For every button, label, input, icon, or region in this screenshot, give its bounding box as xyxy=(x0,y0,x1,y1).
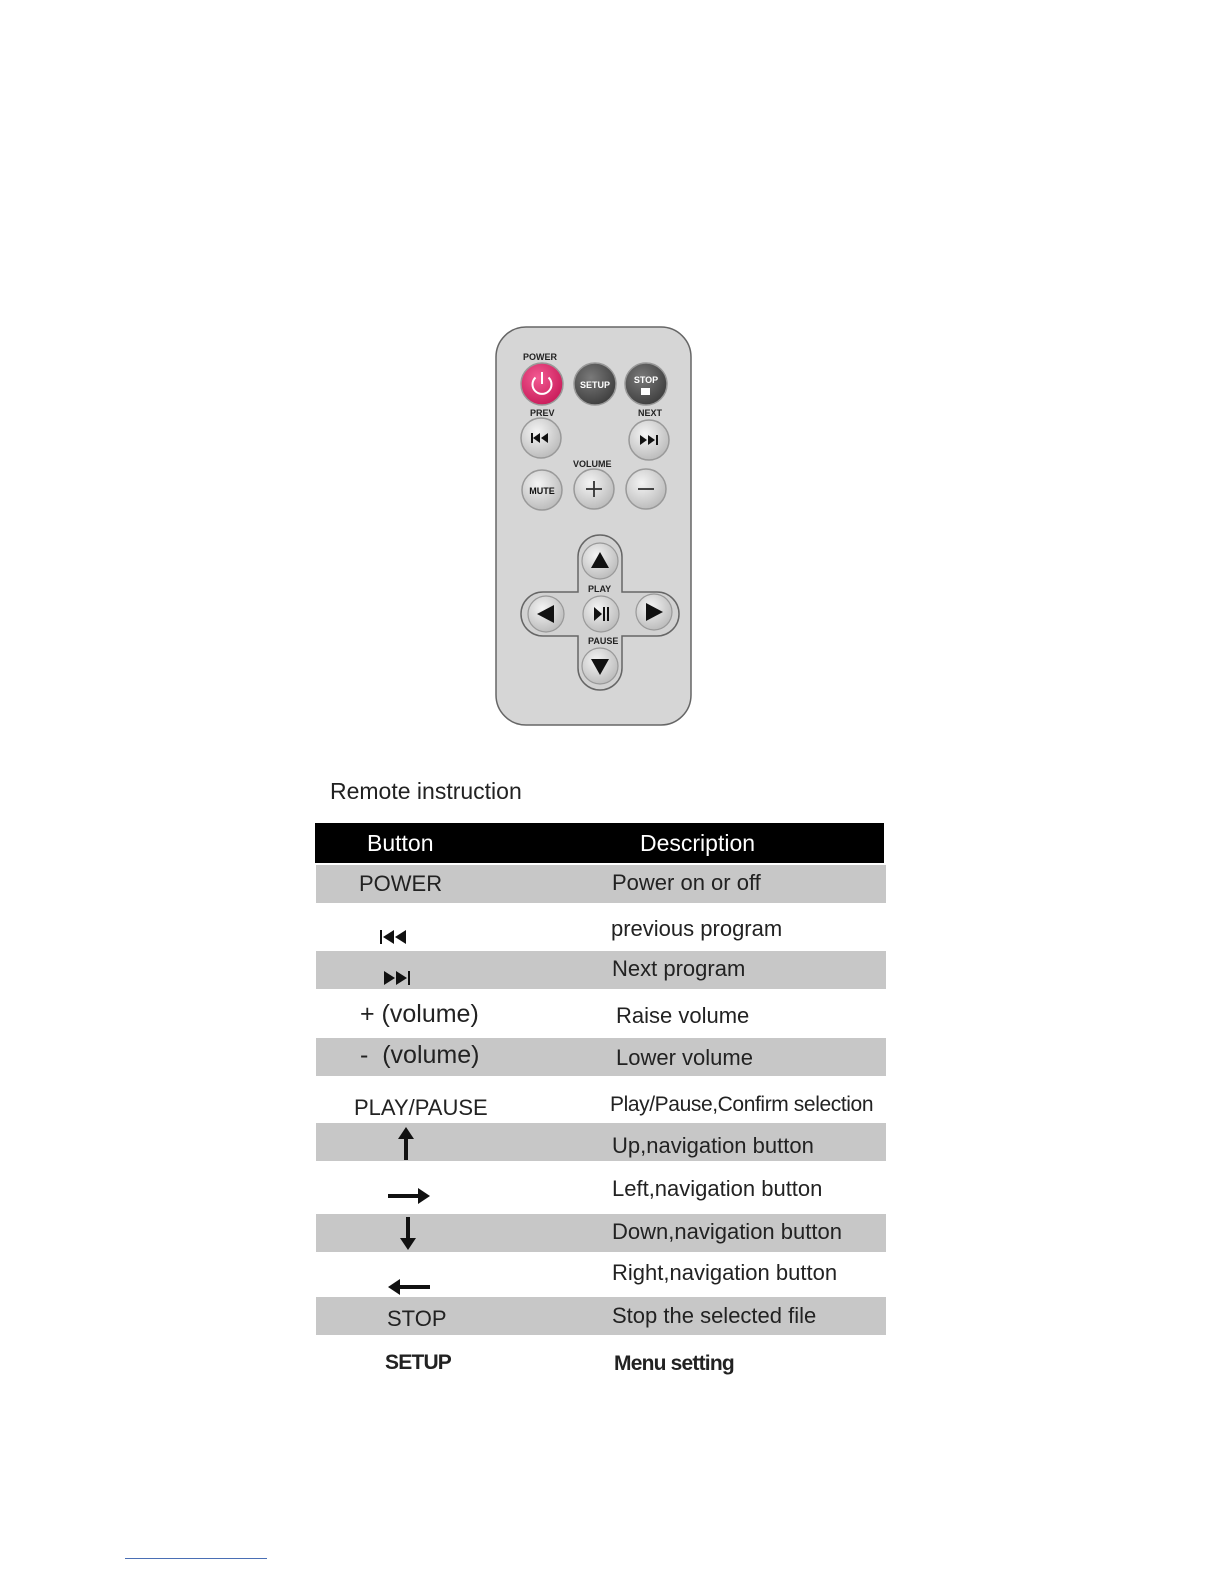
row-button xyxy=(398,1217,418,1251)
left-arrow-icon xyxy=(388,1277,432,1297)
row-description: Play/Pause,Confirm selection xyxy=(610,1093,874,1116)
mute-label: MUTE xyxy=(529,486,555,496)
table-row xyxy=(316,951,886,989)
down-button[interactable] xyxy=(582,648,618,684)
row-description: Stop the selected file xyxy=(612,1303,817,1328)
stop-button[interactable] xyxy=(625,363,667,405)
mute-button[interactable] xyxy=(522,470,562,510)
row-description: Next program xyxy=(612,956,746,981)
row-button: SETUP xyxy=(385,1351,452,1374)
row-button: STOP xyxy=(387,1306,447,1331)
remote-control-illustration xyxy=(0,0,1224,760)
table-row xyxy=(316,1038,886,1076)
row-button xyxy=(380,923,410,949)
setup-button[interactable] xyxy=(574,363,616,405)
row-button xyxy=(388,1273,432,1299)
down-arrow-icon xyxy=(398,1217,418,1251)
table-row xyxy=(316,1085,886,1123)
row-description: Down,navigation button xyxy=(612,1219,842,1244)
right-arrow-icon xyxy=(388,1186,432,1206)
row-description: Right,navigation button xyxy=(612,1260,838,1285)
row-button xyxy=(384,964,414,990)
table-row xyxy=(316,1256,886,1294)
row-button: + (volume) xyxy=(360,1000,479,1028)
next-button[interactable] xyxy=(629,420,669,460)
stop-icon xyxy=(641,388,650,395)
table-row xyxy=(316,911,886,949)
row-button xyxy=(388,1182,432,1208)
prev-icon xyxy=(380,929,410,945)
power-label: POWER xyxy=(523,352,558,362)
table-row xyxy=(316,1123,886,1161)
table-row xyxy=(316,996,886,1034)
play-pause-button[interactable] xyxy=(583,596,619,632)
header-description: Description xyxy=(640,830,756,856)
row-description: previous program xyxy=(611,916,783,941)
footnote-divider xyxy=(125,1558,267,1559)
row-button xyxy=(396,1127,416,1161)
setup-label: SETUP xyxy=(579,380,611,390)
stop-label: STOP xyxy=(633,375,659,385)
table-row xyxy=(316,1297,886,1335)
row-description: Power on or off xyxy=(612,870,761,895)
row-description: Up,navigation button xyxy=(612,1133,814,1158)
volume-down-button[interactable] xyxy=(626,469,666,509)
row-button: PLAY/PAUSE xyxy=(354,1095,488,1120)
up-button[interactable] xyxy=(582,543,618,579)
table-row xyxy=(316,1345,886,1383)
next-icon xyxy=(384,970,414,986)
up-arrow-icon xyxy=(396,1127,416,1161)
header-button: Button xyxy=(367,830,434,856)
row-description: Raise volume xyxy=(616,1003,750,1028)
row-description: Left,navigation button xyxy=(612,1176,823,1201)
row-description: Lower volume xyxy=(616,1045,753,1070)
next-label: NEXT xyxy=(638,408,663,418)
left-button[interactable] xyxy=(528,596,564,632)
row-button: - (volume) xyxy=(360,1041,480,1069)
right-button[interactable] xyxy=(636,594,672,630)
table-row xyxy=(316,1170,886,1208)
table-header xyxy=(315,823,884,863)
section-title: Remote instruction xyxy=(330,778,522,804)
pause-label: PAUSE xyxy=(588,636,619,646)
prev-label: PREV xyxy=(530,408,555,418)
power-button[interactable] xyxy=(521,363,563,405)
play-label: PLAY xyxy=(588,584,612,594)
row-button: POWER xyxy=(359,871,443,896)
row-description: Menu setting xyxy=(614,1352,734,1375)
prev-button[interactable] xyxy=(521,418,561,458)
table-row xyxy=(316,865,886,903)
volume-label: VOLUME xyxy=(573,459,612,469)
volume-up-button[interactable] xyxy=(574,469,614,509)
table-row xyxy=(316,1214,886,1252)
